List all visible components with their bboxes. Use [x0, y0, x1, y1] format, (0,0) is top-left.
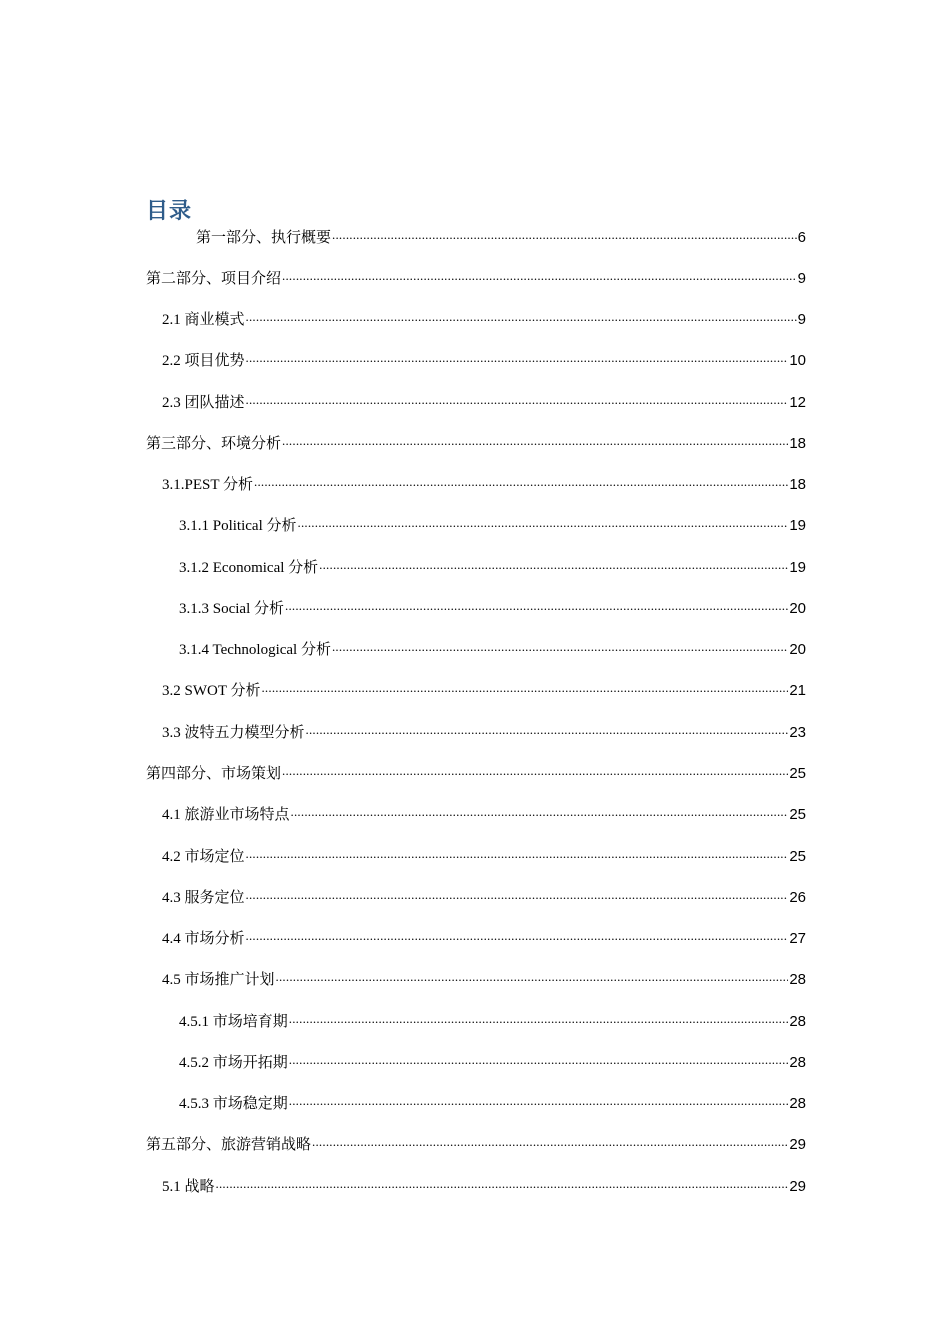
toc-entry-label: 3.1.PEST 分析 [162, 477, 253, 493]
toc-entry-page: 25 [789, 848, 806, 865]
toc-entry-page: 19 [789, 517, 806, 534]
toc-entry-page: 27 [789, 930, 806, 947]
toc-entry-part3[interactable] [146, 433, 806, 455]
toc-entry-label: 3.1.3 Social 分析 [179, 601, 284, 617]
dot-leader [246, 884, 789, 906]
dot-leader [254, 471, 788, 493]
dot-leader [291, 801, 789, 823]
toc-entry-label: 4.5.1 市场培育期 [179, 1014, 288, 1030]
toc-entry-4-5-3[interactable] [179, 1093, 806, 1115]
toc-entry-4-1[interactable] [162, 804, 806, 826]
toc-entry-page: 29 [789, 1178, 806, 1195]
dot-leader [306, 719, 789, 741]
dot-leader [282, 760, 788, 782]
toc-entry-label: 第三部分、环境分析 [146, 436, 282, 452]
toc-entry-page: 28 [789, 1013, 806, 1030]
toc-entry-2-1[interactable] [162, 309, 806, 331]
toc-entry-5-1[interactable] [162, 1176, 806, 1198]
toc-entry-page: 9 [797, 270, 806, 287]
dot-leader [332, 224, 797, 246]
dot-leader [216, 1173, 789, 1195]
toc-entry-3-1[interactable] [162, 474, 806, 496]
toc-entry-3-2[interactable] [162, 680, 806, 702]
toc-entry-label: 4.5.2 市场开拓期 [179, 1055, 288, 1071]
toc-entry-page: 25 [789, 765, 806, 782]
toc-entry-label: 第二部分、项目介绍 [146, 271, 282, 287]
toc-entry-4-5-2[interactable] [179, 1052, 806, 1074]
toc-entry-label: 第四部分、市场策划 [146, 766, 282, 782]
toc-entry-page: 18 [789, 435, 806, 452]
toc-entry-label: 4.5 市场推广计划 [162, 972, 275, 988]
dot-leader [246, 347, 789, 369]
toc-entry-label: 3.1.4 Technological 分析 [179, 642, 331, 658]
toc-entry-3-1-4[interactable] [179, 639, 806, 661]
toc-entry-page: 20 [789, 641, 806, 658]
dot-leader [289, 1008, 789, 1030]
dot-leader [289, 1090, 789, 1112]
toc-entry-page: 25 [789, 806, 806, 823]
toc-entry-page: 28 [789, 1054, 806, 1071]
toc-entry-label: 第五部分、旅游营销战略 [146, 1137, 312, 1153]
toc-entry-page: 9 [797, 311, 806, 328]
dot-leader [289, 1049, 789, 1071]
toc-entry-3-1-2[interactable] [179, 557, 806, 579]
toc-entry-label: 2.1 商业模式 [162, 312, 245, 328]
toc-entry-page: 19 [789, 559, 806, 576]
toc-entry-label: 3.1.1 Political 分析 [179, 518, 297, 534]
toc-entry-part2[interactable] [146, 268, 806, 290]
toc-entry-4-5[interactable] [162, 969, 806, 991]
toc-entry-page: 20 [789, 600, 806, 617]
toc-entry-page: 26 [789, 889, 806, 906]
toc-entry-page: 6 [797, 229, 806, 246]
toc-entry-label: 4.4 市场分析 [162, 931, 245, 947]
toc-entry-label: 2.2 项目优势 [162, 353, 245, 369]
toc-entry-page: 12 [789, 394, 806, 411]
toc-entry-page: 18 [789, 476, 806, 493]
toc-entry-label: 4.1 旅游业市场特点 [162, 807, 290, 823]
dot-leader [332, 636, 788, 658]
dot-leader [319, 554, 788, 576]
toc-entry-3-1-1[interactable] [179, 515, 806, 537]
toc-entry-4-4[interactable] [162, 928, 806, 950]
toc-entry-3-3[interactable] [162, 722, 806, 744]
toc-entry-page: 10 [789, 352, 806, 369]
toc-entry-part4[interactable] [146, 763, 806, 785]
toc-title: 目录 [146, 199, 193, 224]
dot-leader [246, 306, 797, 328]
toc-entry-2-3[interactable] [162, 392, 806, 414]
toc-entry-2-2[interactable] [162, 350, 806, 372]
toc-entry-label: 3.1.2 Economical 分析 [179, 560, 319, 576]
toc-entry-label: 2.3 团队描述 [162, 395, 245, 411]
toc-entry-label: 5.1 战略 [162, 1179, 215, 1195]
toc-entry-4-3[interactable] [162, 887, 806, 909]
toc-entry-page: 29 [789, 1136, 806, 1153]
toc-entry-label: 3.2 SWOT 分析 [162, 683, 261, 699]
toc-entry-label: 3.3 波特五力模型分析 [162, 725, 305, 741]
toc-entry-4-2[interactable] [162, 846, 806, 868]
dot-leader [285, 595, 788, 617]
toc-entry-page: 28 [789, 1095, 806, 1112]
toc-entry-page: 23 [789, 724, 806, 741]
toc-entry-page: 28 [789, 971, 806, 988]
toc-entry-label: 4.5.3 市场稳定期 [179, 1096, 288, 1112]
toc-entry-label: 第一部分、执行概要 [196, 230, 332, 246]
dot-leader [282, 265, 797, 287]
toc-entry-4-5-1[interactable] [179, 1011, 806, 1033]
dot-leader [298, 512, 789, 534]
dot-leader [312, 1131, 788, 1153]
dot-leader [246, 925, 789, 947]
toc-entry-label: 4.3 服务定位 [162, 890, 245, 906]
dot-leader [246, 389, 789, 411]
toc-entry-page: 21 [789, 682, 806, 699]
toc-entry-part1[interactable] [196, 227, 806, 249]
toc-entry-label: 4.2 市场定位 [162, 849, 245, 865]
toc-entry-3-1-3[interactable] [179, 598, 806, 620]
dot-leader [261, 677, 788, 699]
dot-leader [276, 966, 789, 988]
dot-leader [246, 843, 789, 865]
toc-entry-part5[interactable] [146, 1134, 806, 1156]
dot-leader [282, 430, 788, 452]
